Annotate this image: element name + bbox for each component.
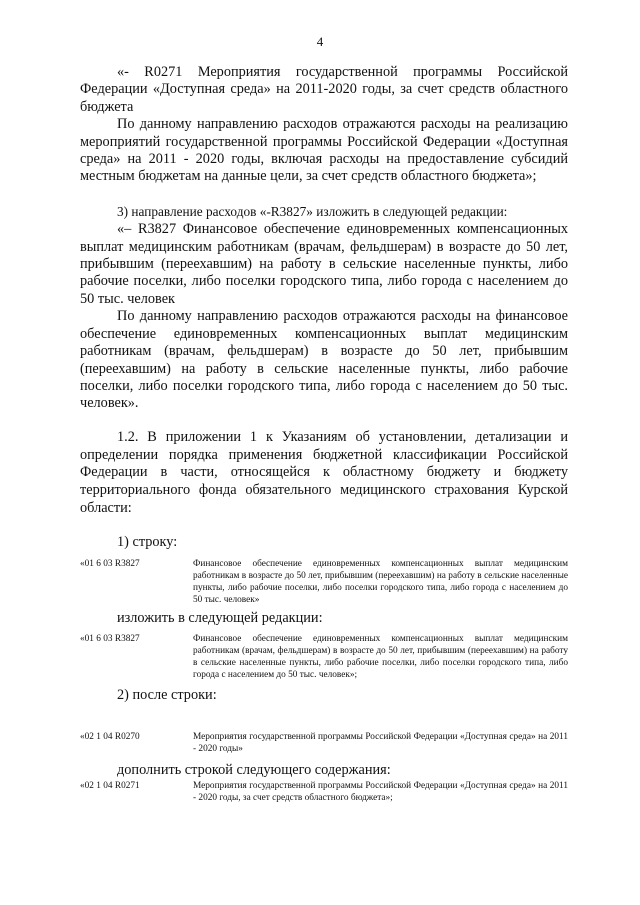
heading-row-1: 1) строку:: [117, 533, 178, 550]
heading-row-4: дополнить строкой следующего содержания:: [117, 761, 391, 778]
paragraph-r3827: «– R3827 Финансовое обеспечение единовременных компенсационных выплат медицинским работникам (врачам, фельдшерам) в возрасте до 50 лет, прибывшим (переехавшим) на работу в сельские населенные пункты, либо рабочие поселки, либо поселки городского типа, либо города с населением до 50 тыс. человек: [80, 221, 568, 307]
row-description: Финансовое обеспечение единовременных компенсационных выплат медицинским работникам (врачам, фельдшерам) в возрасте до 50 лет, прибывшим (переехавшим) на работу в сельские населенные пункты, либо рабочие поселки, либо поселки городского типа, либо города с населением до 50 тыс. человек»;: [193, 633, 568, 680]
row-code: «01 6 03 R3827: [80, 558, 140, 569]
page-number: 4: [316, 34, 324, 49]
row-description: Мероприятия государственной программы Российской Федерации «Доступная среда» на 2011 - 2020 годы»: [193, 731, 568, 754]
page-content: [80, 64, 568, 804]
paragraph-r3827-description: По данному направлению расходов отражаются расходы на финансовое обеспечение единовременных компенсационных выплат медицинским работникам (врачам, фельдшерам) в возрасте до 50 лет, прибывшим (переехавшим) на работу в сельские населенные пункты, либо рабочие поселки, либо поселки городского типа, либо города с населением до 50 тыс. человек».: [80, 308, 568, 412]
row-code: «02 1 04 R0271: [80, 780, 140, 791]
table-row: [80, 780, 568, 804]
paragraph-r0271: «- R0271 Мероприятия государственной программы Российской Федерации «Доступная среда» на 2011-2020 годы, за счет средств областного бюджета: [80, 64, 568, 115]
heading-row-3: 2) после строки:: [117, 686, 217, 703]
paragraph-r0271-description: По данному направлению расходов отражаются расходы на реализацию мероприятий государственной программы Российской Федерации «Доступная среда» на 2011 - 2020 годы, включая расходы на предоставление субсидий местным бюджетам на данные цели, за счет средств областного бюджета»;: [80, 116, 568, 185]
heading-row-2: изложить в следующей редакции:: [117, 609, 323, 626]
table-row: [80, 558, 568, 606]
row-description: Мероприятия государственной программы Российской Федерации «Доступная среда» на 2011 - 2020 годы, за счет средств областного бюджета»;: [193, 780, 568, 803]
table-row: [80, 633, 568, 681]
table-row: [80, 731, 568, 755]
row-code: «01 6 03 R3827: [80, 633, 140, 644]
row-description: Финансовое обеспечение единовременных компенсационных выплат медицинским работникам в возрасте до 50 лет, прибывшим (переехавшим) на работу в сельские населенные пункты, либо рабочие поселки, либо поселки городского типа, либо города с населением до 50 тыс. человек»: [193, 558, 568, 605]
paragraph-1-2: 1.2. В приложении 1 к Указаниям об установлении, детализации и определении порядка применения бюджетной классификации Российской Федерации в части, относящейся к областному бюджету и бюджету территориального фонда обязательного медицинского страхования Курской области:: [80, 428, 568, 516]
paragraph-item-3: 3) направление расходов «-R3827» изложить в следующей редакции:: [117, 203, 508, 219]
row-code: «02 1 04 R0270: [80, 731, 140, 742]
